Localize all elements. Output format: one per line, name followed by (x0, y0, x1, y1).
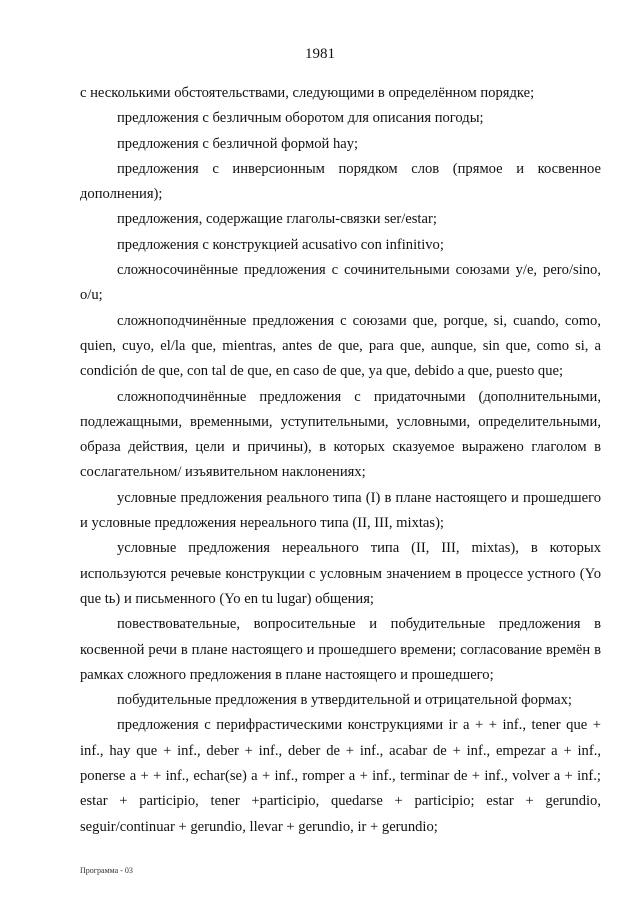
paragraph: побудительные предложения в утвердительной и отрицательной формах; (117, 692, 572, 709)
paragraph: условные предложения реального типа (I) в плане настоящего и прошедшего и условные предложения нереального типа (II, III, mixtas); (80, 489, 601, 532)
paragraph: предложения с безличным оборотом для описания погоды; (117, 110, 484, 127)
paragraph: сложносочинённые предложения с сочинительными союзами y/e, pero/sino, o/u; (80, 262, 601, 304)
paragraph: сложноподчинённые предложения с придаточными (дополнительными, подлежащными, временными, уступительными, условными, определительными, образа действия, цели и причины), в которых сказуемое выражено глаголом в сослагательном/ изъявительном наклонениях; (80, 388, 601, 481)
page-number: 1981 (305, 46, 335, 62)
page-footer: Программа - 03 (80, 866, 133, 875)
paragraph: сложноподчинённые предложения с союзами que, porque, si, cuando, como, quien, cuyo, el/la que, mientras, antes de que, para que, aunque, sin que, como si, a condición de que, con tal de que, en caso de que, ya que, debido a que, puesto que; (80, 312, 601, 380)
paragraph: предложения с инверсионным порядком слов (прямое и косвенное дополнения); (80, 160, 601, 203)
document-body (80, 81, 601, 840)
paragraph: с несколькими обстоятельствами, следующими в определённом порядке; (80, 85, 535, 101)
paragraph: предложения с конструкцией acusativo con infinitivo; (117, 236, 444, 253)
paragraph: предложения, содержащие глаголы-связки ser/estar; (117, 211, 437, 228)
paragraph: условные предложения нереального типа (II, III, mixtas), в которых используются речевые конструкции с условным значением в процессе устного (Yo que tь) и письменного (Yo en tu lugar) общения; (80, 540, 601, 607)
paragraph: повествовательные, вопросительные и побудительные предложения в косвенной речи в плане настоящего и прошедшего времени; согласование времён в рамках сложного предложения в плане настоящего и прошедшего; (80, 616, 601, 683)
paragraph: предложения с безличной формой hay; (117, 135, 359, 152)
paragraph: предложения с перифрастическими конструкциями ir a + + inf., tener que + inf., hay que + inf., deber + inf., deber de + inf., acabar de + inf., empezar a + inf., ponerse a + + inf., echar(se) a + inf., romper a + inf., terminar de + inf., volver a + inf.; estar + participio, tener +participio, quedarse + participio; estar + gerundio, seguir/continuar + gerundio, llevar + gerundio, ir + gerundio; (80, 717, 601, 835)
